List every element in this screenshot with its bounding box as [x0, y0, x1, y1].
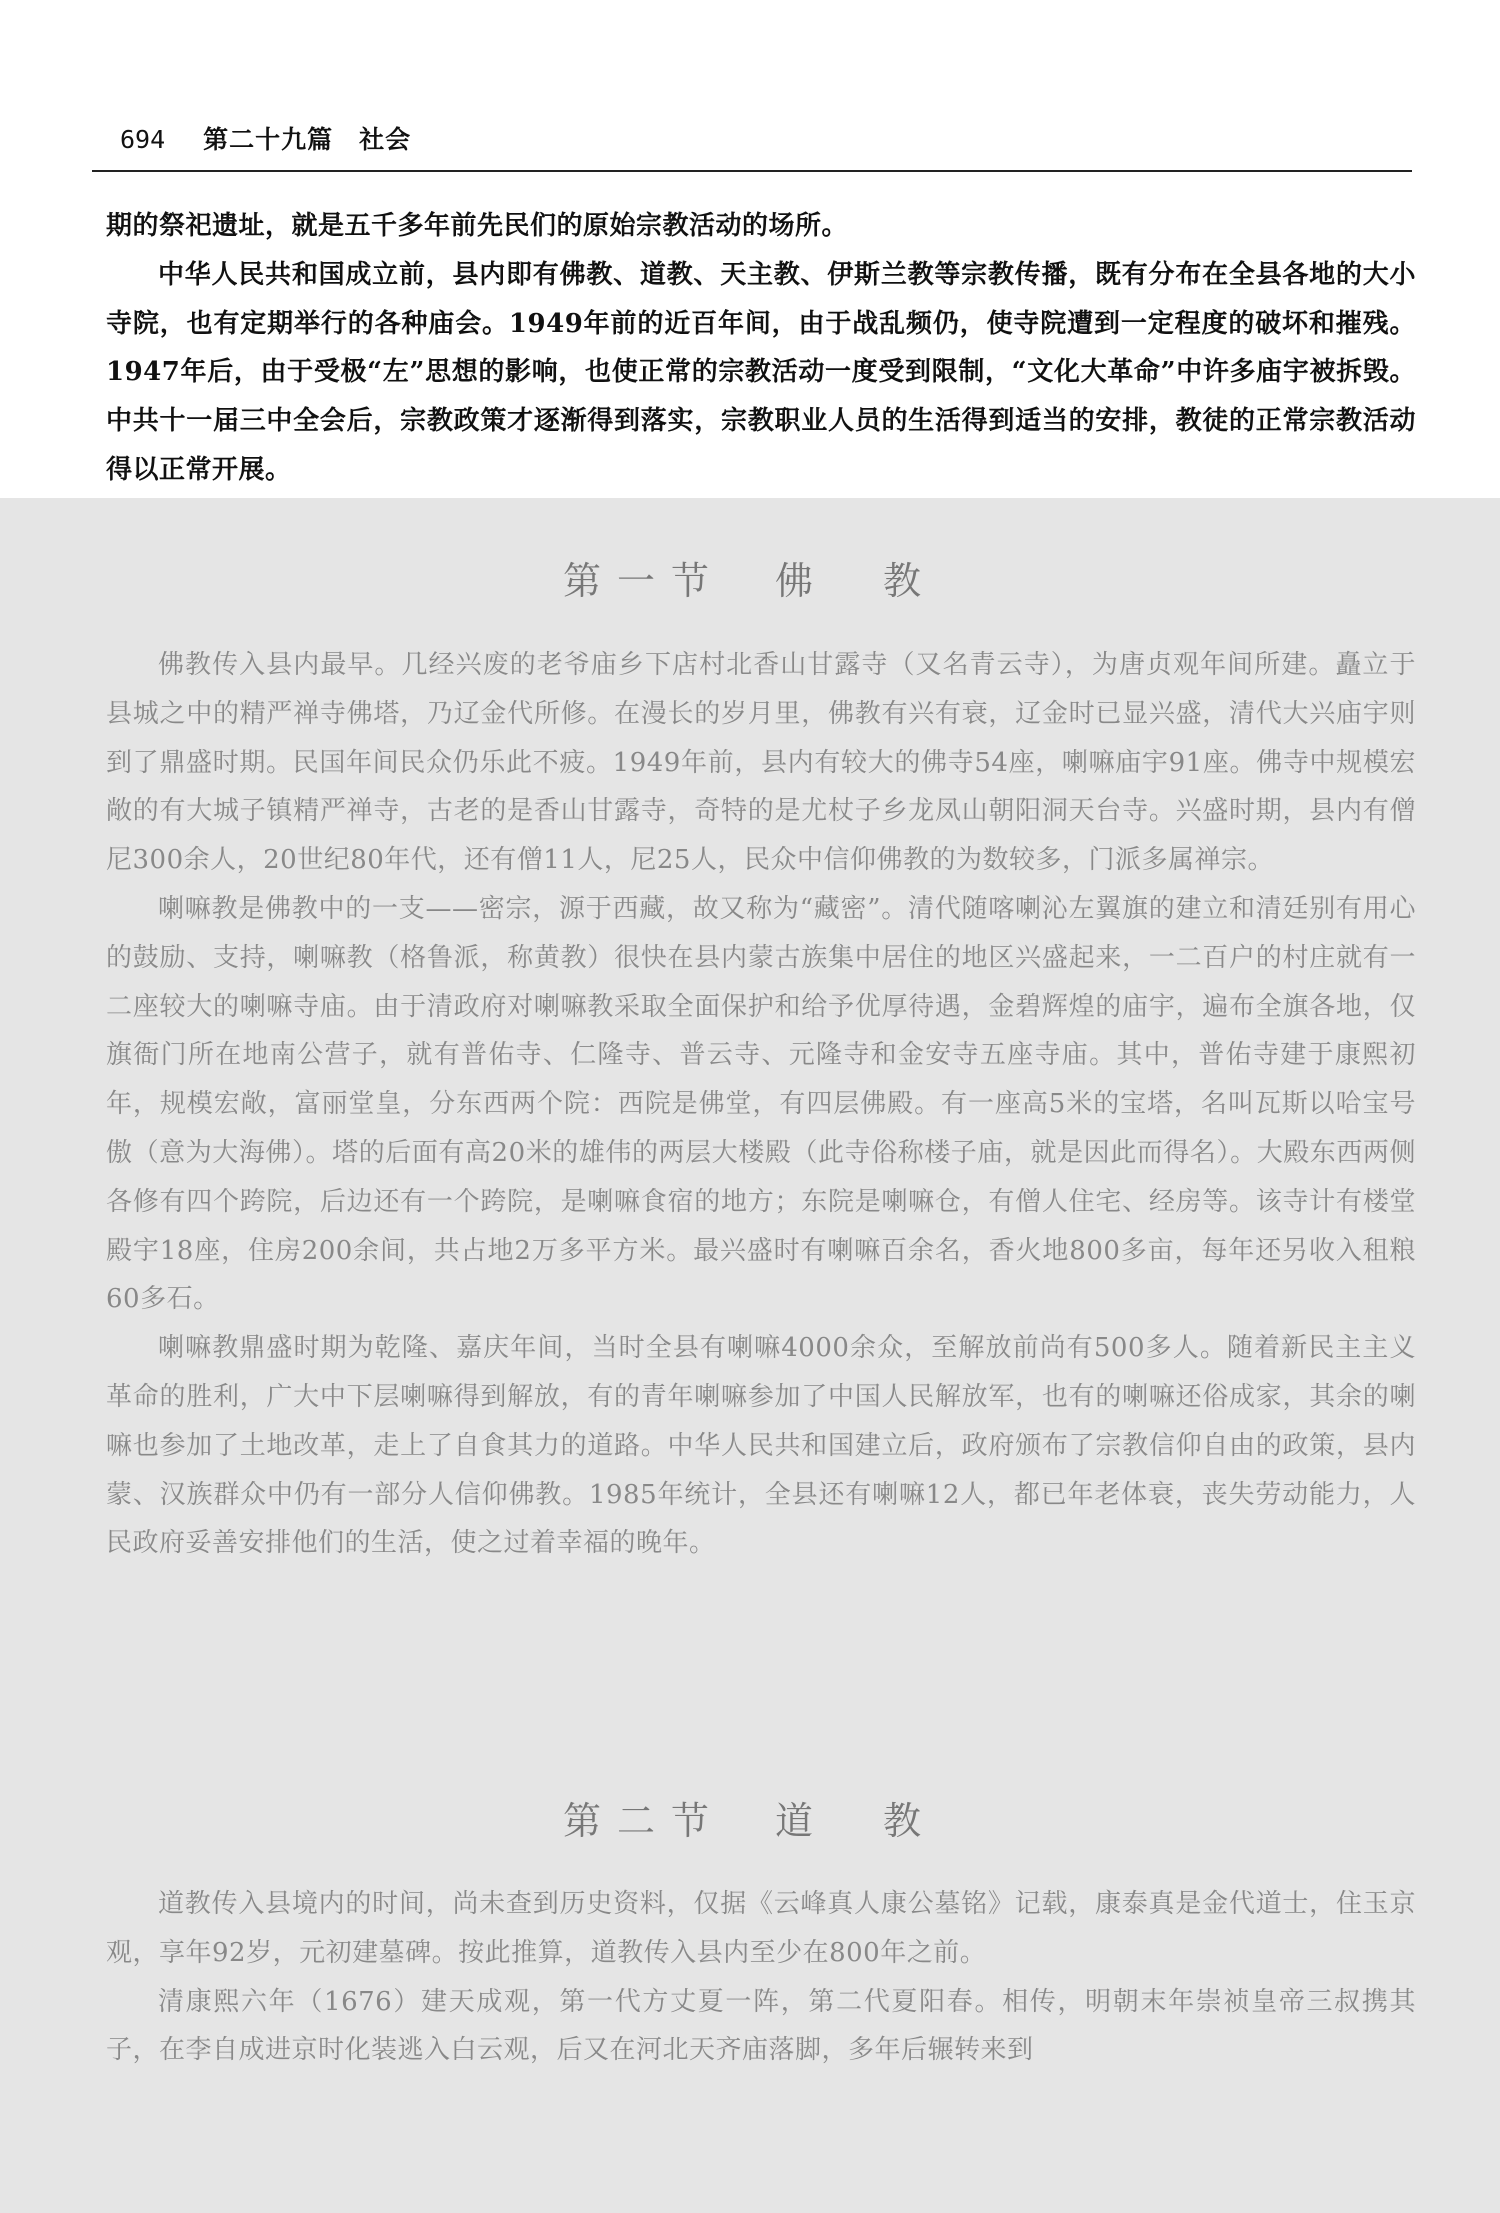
section1-body — [106, 641, 1416, 1568]
section1-paragraph: 喇嘛教是佛教中的一支——密宗，源于西藏，故又称为“藏密”。清代随喀喇沁左翼旗的建立和清廷别有用心的鼓励、支持，喇嘛教（格鲁派，称黄教）很快在县内蒙古族集中居住的地区兴盛起来，一二百户的村庄就有一二座较大的喇嘛寺庙。由于清政府对喇嘛教采取全面保护和给予优厚待遇，金碧辉煌的庙宇，遍布全旗各地，仅旗衙门所在地南公营子，就有普佑寺、仁隆寺、普云寺、元隆寺和金安寺五座寺庙。其中，普佑寺建于康熙初年，规模宏敞，富丽堂皇，分东西两个院：西院是佛堂，有四层佛殿。有一座高5米的宝塔，名叫瓦斯以哈宝号傲（意为大海佛）。塔的后面有高20米的雄伟的两层大楼殿（此寺俗称楼子庙，就是因此而得名）。大殿东西两侧各修有四个跨院，后边还有一个跨院，是喇嘛食宿的地方；东院是喇嘛仓，有僧人住宅、经房等。该寺计有楼堂殿宇18座，住房200余间，共占地2万多平方米。最兴盛时有喇嘛百余名，香火地800多亩，每年还另收入租粮60多石。 — [106, 893, 1416, 1315]
section2-body — [106, 1880, 1416, 2075]
part-title: 第二十九篇 社会 — [203, 125, 412, 154]
section2-paragraph: 清康熙六年（1676）建天成观，第一代方丈夏一阵，第二代夏阳春。相传，明朝末年崇祯皇帝三叔携其子，在李自成进京时化装逃入白云观，后又在河北天齐庙落脚，多年后辗转来到 — [106, 1986, 1416, 2066]
section1-heading — [0, 550, 1500, 605]
section2-paragraph: 道教传入县境内的时间，尚未查到历史资料，仅据《云峰真人康公墓铭》记载，康泰真是金代道士，住玉京观，享年92岁，元初建墓碑。按此推算，道教传入县内至少在800年之前。 — [106, 1889, 1416, 1968]
section1-number: 第一节 — [562, 559, 725, 603]
page-number: 694 — [120, 125, 166, 154]
section1-paragraph: 佛教传入县内最早。几经兴废的老爷庙乡下店村北香山甘露寺（又名青云寺），为唐贞观年间所建。矗立于县城之中的精严禅寺佛塔，乃辽金代所修。在漫长的岁月里，佛教有兴有衰，辽金时已显兴盛，清代大兴庙宇则到了鼎盛时期。民国年间民众仍乐此不疲。1949年前，县内有较大的佛寺54座，喇嘛庙宇91座。佛寺中规模宏敞的有大城子镇精严禅寺，古老的是香山甘露寺，奇特的是尤杖子乡龙凤山朝阳洞天台寺。兴盛时期，县内有僧尼300余人，20世纪80年代，还有僧11人，尼25人，民众中信仰佛教的为数较多，门派多属禅宗。 — [106, 650, 1416, 876]
section1-title: 佛 教 — [775, 559, 938, 603]
intro-paragraph: 中华人民共和国成立前，县内即有佛教、道教、天主教、伊斯兰教等宗教传播，既有分布在全县各地的大小寺院，也有定期举行的各种庙会。1949年前的近百年间，由于战乱频仍，使寺院遭到一定程度的破坏和摧残。1947年后，由于受极“左”思想的影响，也使正常的宗教活动一度受到限制，“文化大革命”中许多庙宇被拆毁。中共十一届三中全会后，宗教政策才逐渐得到落实，宗教职业人员的生活得到适当的安排，教徒的正常宗教活动得以正常开展。 — [106, 259, 1416, 485]
section2-heading — [0, 1790, 1500, 1845]
section2-title: 道 教 — [775, 1799, 938, 1843]
section2-number: 第二节 — [562, 1799, 725, 1843]
running-header — [120, 120, 1420, 160]
intro-paragraph-continued: 期的祭祀遗址，就是五千多年前先民们的原始宗教活动的场所。 — [106, 211, 849, 241]
section1-paragraph: 喇嘛教鼎盛时期为乾隆、嘉庆年间，当时全县有喇嘛4000余众，至解放前尚有500多人。随着新民主主义革命的胜利，广大中下层喇嘛得到解放，有的青年喇嘛参加了中国人民解放军，也有的喇嘛还俗成家，其余的喇嘛也参加了土地改革，走上了自食其力的道路。中华人民共和国建立后，政府颁布了宗教信仰自由的政策，县内蒙、汉族群众中仍有一部分人信仰佛教。1985年统计，全县还有喇嘛12人，都已年老体衰，丧失劳动能力，人民政府妥善安排他们的生活，使之过着幸福的晚年。 — [106, 1333, 1416, 1559]
header-rule — [92, 170, 1412, 172]
intro-text — [106, 202, 1416, 495]
